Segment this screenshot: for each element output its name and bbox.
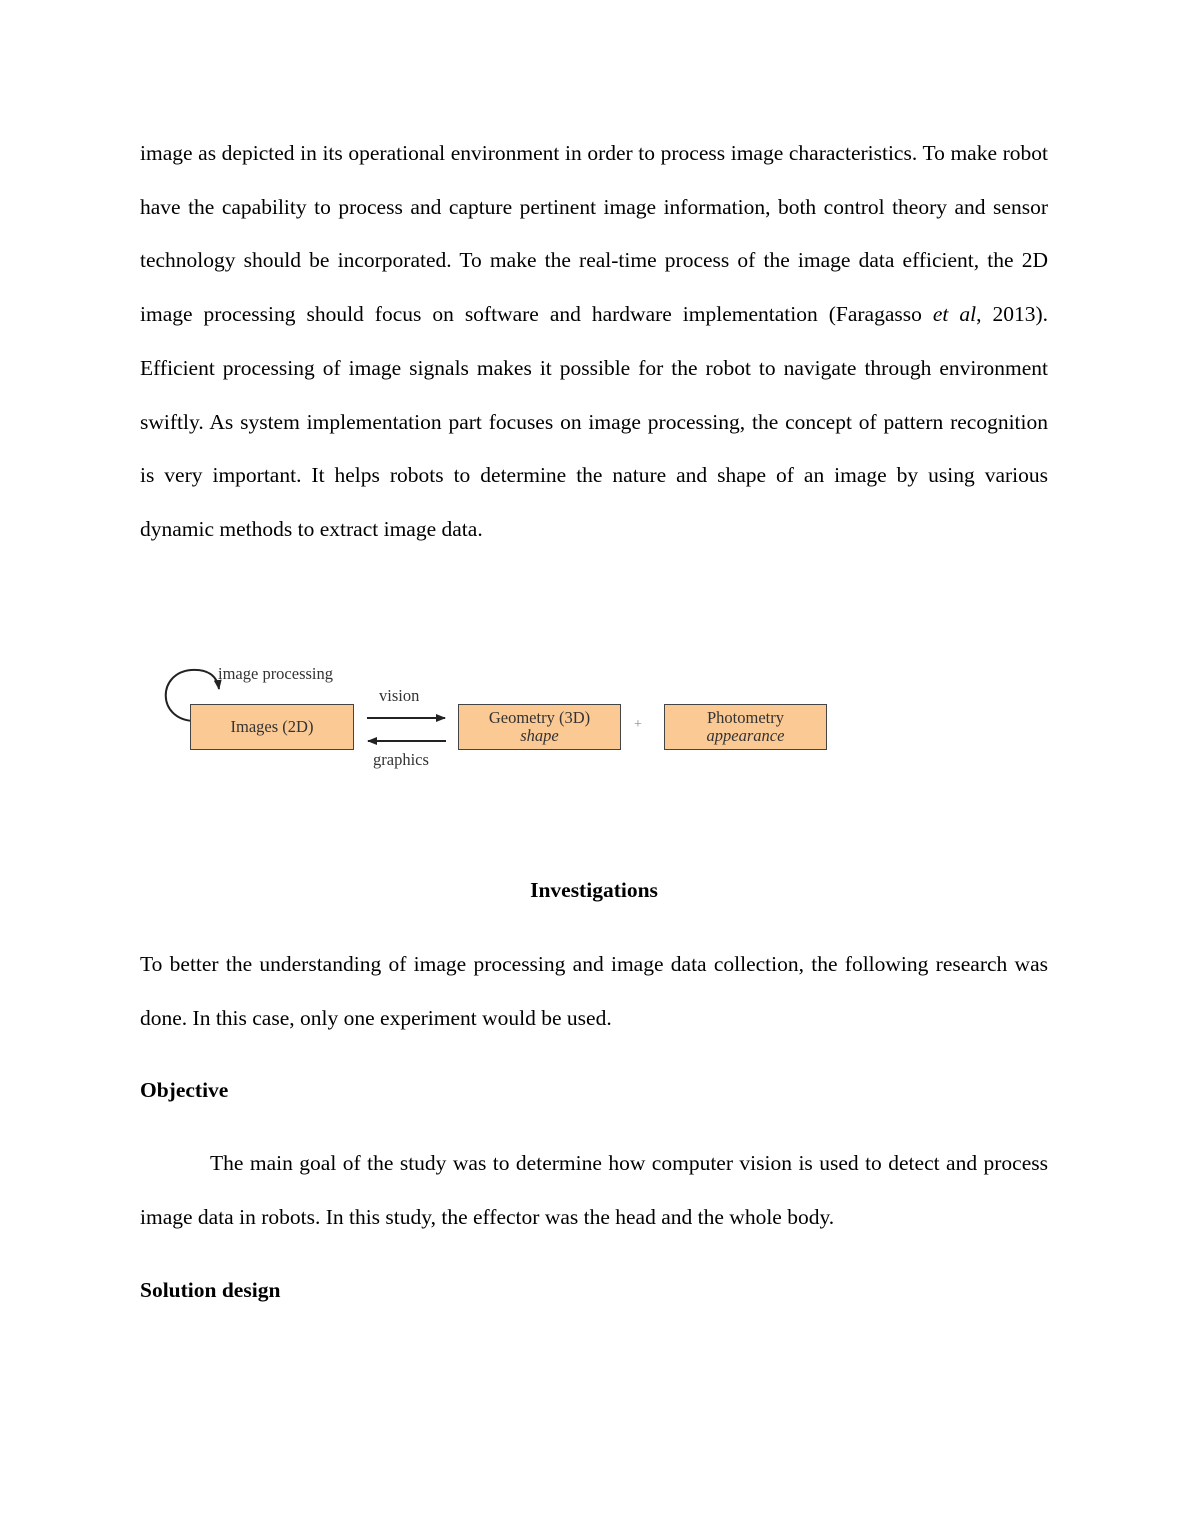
paragraph-intro-part-1: image as depicted in its operational environment in order to process image characteristics. To make robot have the capability to process and capture pertinent image information, both control theory and sensor technology should be incorporated. To make the real-time process of the image data efficient, the 2D image processing should focus on software and hardware implementation (Faragasso bbox=[140, 141, 1048, 327]
photometry-box bbox=[664, 704, 827, 750]
paragraph-investigations: To better the understanding of image processing and image data collection, the following research was done. In this case, only one experiment would be used. bbox=[140, 952, 1048, 1030]
citation-et-al: et al bbox=[932, 302, 977, 327]
plus-sign: + bbox=[634, 717, 642, 732]
paragraph-objective: The main goal of the study was to determine how computer vision is used to detect and process image data in robots. In this study, the effector was the head and the whole body. bbox=[140, 1151, 1048, 1229]
paragraph-intro-part-2: , 2013). Efficient processing of image signals makes it possible for the robot to navigate through environment swiftly. As system implementation part focuses on image processing, the concept of pattern recognition is very important. It helps robots to determine the nature and shape of an image by using various dynamic methods to extract image data. bbox=[140, 302, 1048, 541]
heading-solution-design: Solution design bbox=[140, 1278, 281, 1302]
shape-label: shape bbox=[520, 726, 559, 745]
graphics-label: graphics bbox=[373, 750, 429, 769]
images-2d-box bbox=[190, 704, 354, 750]
images-2d-label: Images (2D) bbox=[230, 717, 314, 736]
photometry-label: Photometry bbox=[707, 708, 784, 727]
paragraph-intro bbox=[140, 127, 1048, 557]
appearance-label: appearance bbox=[706, 726, 785, 745]
heading-investigations: Investigations bbox=[530, 878, 658, 902]
image-processing-label: image processing bbox=[218, 664, 334, 683]
geometry-3d-label: Geometry (3D) bbox=[488, 708, 591, 727]
vision-graphics-diagram bbox=[155, 655, 835, 780]
heading-objective: Objective bbox=[140, 1078, 229, 1102]
vision-label: vision bbox=[379, 686, 420, 705]
geometry-3d-box bbox=[458, 704, 621, 750]
